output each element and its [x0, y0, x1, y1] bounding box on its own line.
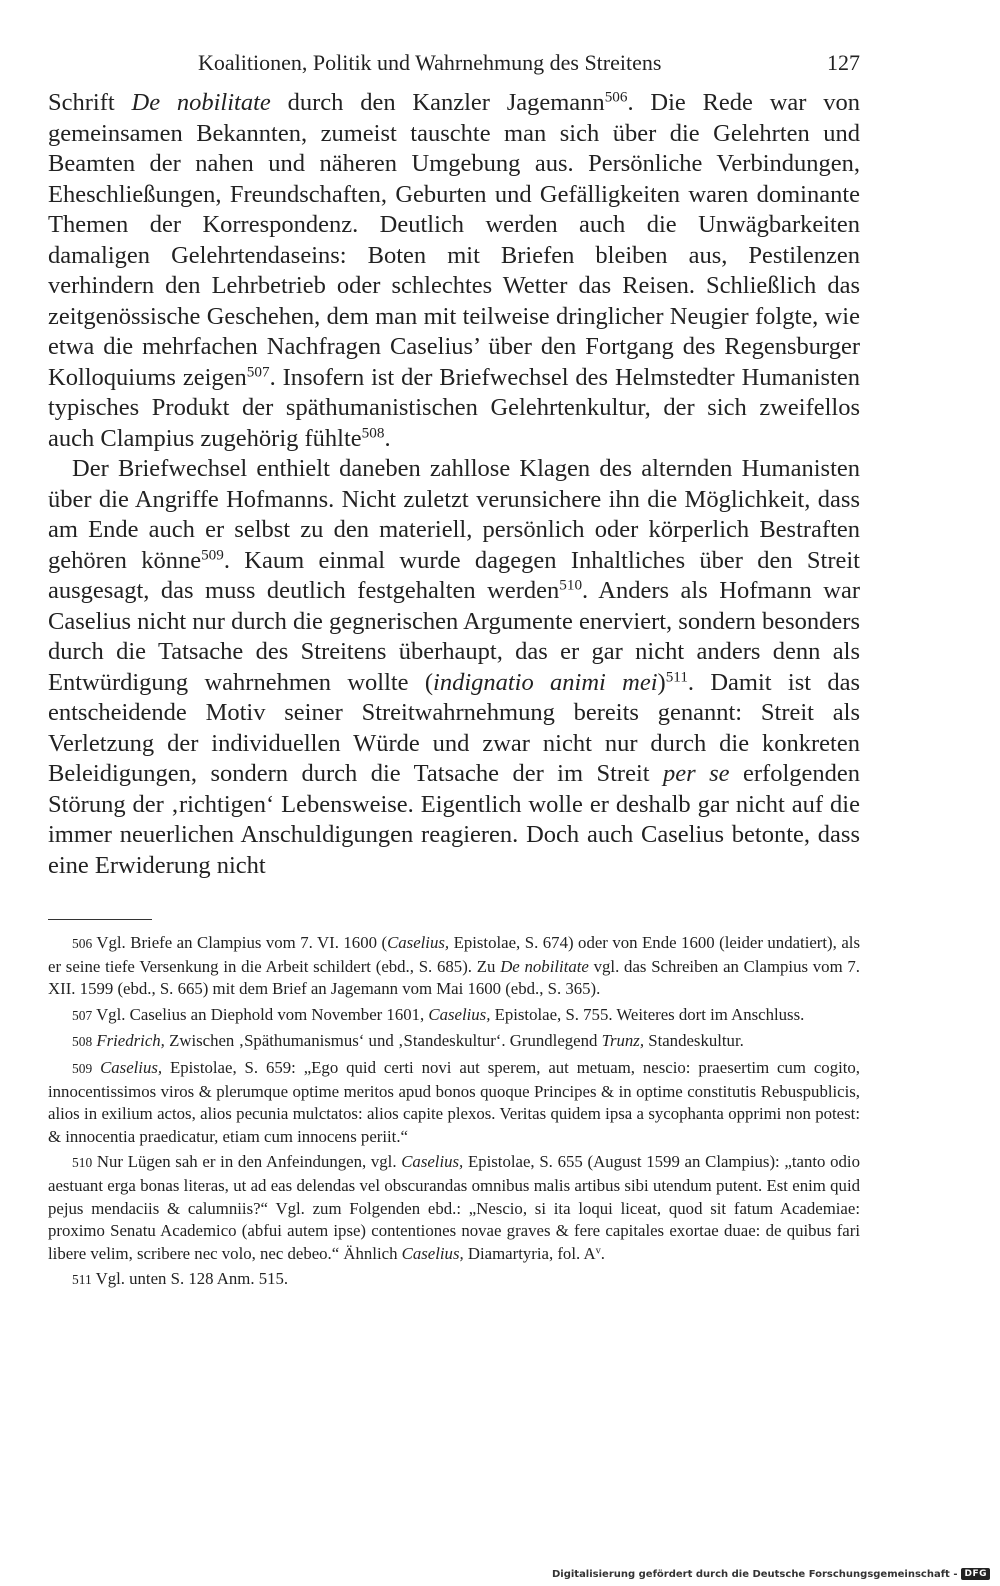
italic-quote: indignatio animi mei — [433, 668, 658, 696]
text-run: Der Briefwechsel enthielt daneben zahllose Klagen des alternden Humanisten über die Angriffe Hofmanns. Nicht zuletzt verunsichere ihn die Möglichkeit, dass am Ende auch er selbst zu den materiell, persönlich oder körperlich Bestraften gehören könne — [48, 455, 860, 574]
author-name: Caselius, — [100, 1057, 163, 1077]
running-header — [48, 50, 860, 88]
text-run: erfolgenden Störung der ‚richtigen‘ Lebensweise. Eigentlich wolle er deshalb gar nicht auf die immer neuerlichen Anschuldigungen reagieren. Doch auch Caselius betonte, dass eine Erwiderung nicht — [48, 760, 861, 879]
page-number: 127 — [827, 50, 860, 75]
dfg-logo: DFG — [961, 1568, 990, 1580]
text-run: . Kaum einmal wurde dagegen Inhaltliches über den Streit ausgesagt, das muss deutlich festgehalten werden — [48, 546, 860, 604]
footnote-ref-508[interactable]: 508 — [361, 424, 385, 442]
text-run: Epistolae, S. 755. Weiteres dort im Anschluss. — [490, 1004, 805, 1024]
footnote-ref-511[interactable]: 511 — [665, 668, 688, 686]
footnote-number: 509 — [72, 1060, 93, 1076]
text-run: . — [600, 1243, 605, 1263]
footnote-ref-510[interactable]: 510 — [559, 576, 583, 594]
footnote-506 — [48, 932, 860, 1001]
book-page — [48, 50, 860, 1295]
text-run: Standeskultur. — [644, 1031, 744, 1051]
digitization-credit — [552, 1568, 990, 1580]
text-run: . Die Rede war von gemeinsamen Bekannten, zumeist tauschte man sich über die Gelehrten und Beamten der nahen und näheren Umgebung aus. Persönliche Verbindungen, Eheschließungen, Freundschaften, Geburten und Gefälligkeiten waren dominante Themen der Korrespondenz. Deutlich werden auch die Unwägbarkeiten damaligen Gelehrtendaseins: Boten mit Briefen bleiben aus, Pestilenzen verhindern den Lehrbetrieb oder schlechtes Wetter das Reisen. Schließlich das zeitgenössische Geschehen, dem man mit teilweise dringlicher Neugier folgte, wie etwa die mehrfachen Nachfragen Caselius’ über den Fortgang des Regensburger Kolloquiums zeigen — [48, 89, 861, 391]
footnote-divider — [48, 919, 152, 920]
footnote-ref-509[interactable]: 509 — [201, 546, 224, 564]
author-name: Caselius, — [401, 1243, 464, 1263]
superscript: v — [595, 1245, 601, 1256]
footnote-509 — [48, 1057, 860, 1148]
footnote-ref-507[interactable]: 507 — [246, 363, 270, 381]
italic-title: De nobilitate — [500, 956, 589, 976]
text-run: Vgl. unten S. 128 Anm. 515. — [95, 1269, 289, 1289]
text-run: . Anders als Hofmann war Caselius nicht nur durch die gegnerischen Argumente enerviert, sondern besonders durch die Tatsache des Streitens überhaupt, das er gar nicht anders denn als Entwürdigung wahrnehmen wollte ( — [48, 577, 860, 696]
text-run: Epistolae, S. 655 (August 1599 an Clampius): „tanto odio aestuant erga bonas literas, ut ad eas delendas vel obscurandas omnibus malis artibus sibi utendum putent. Est enim quid pejus mendaciis & calumniis?“ Vgl. zum Folgenden ebd.: „Nescio, si ita loqui liceat, quod sit fatum Academiae: proximo Senatu Academico (abfui autem ipse) contentiones novae graves & fere capitales exortae duae: de quibus fari libere velim, scribere nec volo, nec debeo.“ Ähnlich — [48, 1152, 860, 1263]
author-name: Caselius, — [401, 1152, 464, 1172]
footnote-number: 506 — [72, 936, 93, 951]
text-run: . — [384, 424, 391, 452]
text-run: Epistolae, S. 659: „Ego quid certi novi aut sperem, aut metuam, nescio: praesertim cum cogito, innocentissimos viros & plerumque optime meritos apud bonos quoque Principes & in optime constitutis Rebuspublicis, alios in exilium actos, alios pecunia mulctatos: alios capite plexos. Veritas quidem ipsa a sycophanta opprimi non potest: & innocentia praedicatur, etiam cum innocens periit.“ — [48, 1057, 861, 1146]
footnote-number: 510 — [72, 1155, 93, 1171]
text-run: . Insofern ist der Briefwechsel des Helmstedter Humanisten typisches Produkt der späthumanistischen Gelehrtenkultur, der sich zweifellos auch Clampius zugehörig fühlte — [48, 363, 860, 452]
footnote-507 — [48, 1004, 860, 1028]
text-run: Schrift — [48, 89, 132, 116]
footnote-510 — [48, 1151, 860, 1265]
text-run: Epistolae, S. 674) oder von Ende 1600 (leider undatiert), als er seine tiefe Versenkung in die Arbeit schildert (ebd., S. 685). Zu — [48, 933, 860, 976]
text-run: Vgl. Caselius an Diephold vom November 1601, — [96, 1004, 429, 1024]
text-run: Nur Lügen sah er in den Anfeindungen, vgl. — [96, 1152, 402, 1172]
footnote-number: 507 — [72, 1007, 93, 1023]
author-name: Caselius, — [387, 933, 450, 952]
text-run: Zwischen ‚Späthumanismus‘ und ‚Standeskultur‘. Grundlegend — [164, 1031, 602, 1051]
footnote-511 — [48, 1268, 860, 1292]
footnote-508 — [48, 1030, 860, 1054]
italic-title: De nobilitate — [131, 89, 271, 116]
paragraph-1 — [48, 88, 860, 454]
author-name: Caselius, — [428, 1004, 491, 1024]
footnotes — [48, 932, 860, 1292]
text-run: durch den Kanzler Jagemann — [270, 89, 605, 116]
paragraph-2 — [48, 454, 860, 881]
text-run: Vgl. Briefe an Clampius vom 7. VI. 1600 ( — [96, 933, 388, 952]
text-run: . Damit ist das entscheidende Motiv seiner Streitwahrnehmung bereits genannt: Streit als Verletzung der individuellen Würde und zwar nicht nur durch die konkreten Beleidigungen, sondern durch die Tatsache der im Streit — [48, 668, 860, 787]
text-run: vgl. das Schreiben an Clampius vom 7. XII. 1599 (ebd., S. 665) mit dem Brief an Jagemann vom Mai 1600 (ebd., S. 365). — [48, 956, 860, 999]
author-name: Trunz, — [601, 1031, 645, 1051]
main-text — [48, 88, 860, 881]
text-run: ) — [657, 668, 666, 696]
footnote-ref-506[interactable]: 506 — [604, 88, 628, 106]
footnote-number: 508 — [72, 1034, 93, 1050]
text-run: Diamartyria, fol. A — [463, 1243, 596, 1263]
author-name: Friedrich, — [96, 1031, 165, 1051]
footnote-number: 511 — [72, 1272, 92, 1288]
italic-phrase: per se — [663, 760, 730, 787]
digitization-note: Digitalisierung gefördert durch die Deutsche Forschungsgemeinschaft - — [551, 1568, 958, 1580]
running-title: Koalitionen, Politik und Wahrnehmung des Streitens — [198, 50, 662, 75]
